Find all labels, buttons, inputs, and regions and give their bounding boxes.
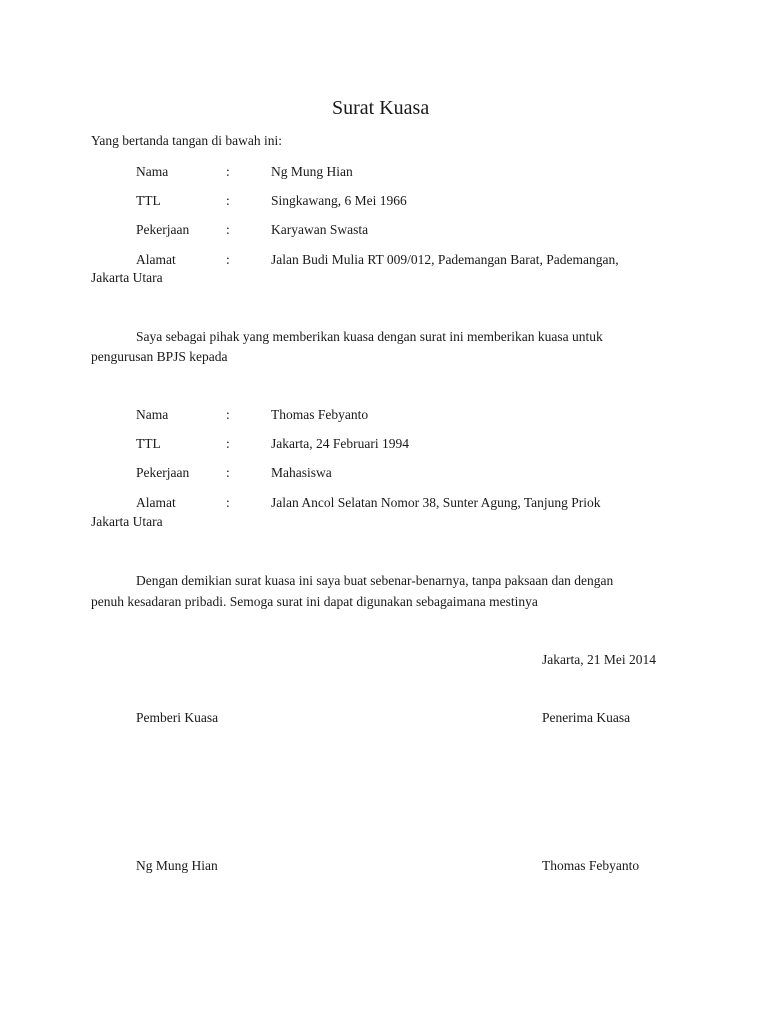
grantee-value-pekerjaan: Mahasiswa [271,465,332,480]
paragraph-1-line-2: pengurusan BPJS kepada [91,349,228,364]
grantor-value-nama: Ng Mung Hian [271,164,353,179]
grantee-label-nama: Nama [136,407,169,422]
grantee-sep-nama: : [226,407,230,422]
grantee-label-ttl: TTL [136,436,161,451]
grantee-label-alamat: Alamat [136,495,176,510]
paragraph-2-line-2: penuh kesadaran pribadi. Semoga surat ini dapat digunakan sebagaimana mestinya [91,594,538,609]
grantor-label-nama: Nama [136,164,169,179]
grantor-value-pekerjaan: Karyawan Swasta [271,222,369,237]
grantee-value-ttl: Jakarta, 24 Februari 1994 [271,436,409,451]
grantee-value-alamat: Jalan Ancol Selatan Nomor 38, Sunter Agung, Tanjung Priok [271,495,601,510]
grantor-sep-nama: : [226,164,230,179]
grantor-label-pekerjaan: Pekerjaan [136,222,190,237]
document-title: Surat Kuasa [332,97,430,119]
grantee-sep-pekerjaan: : [226,465,230,480]
grantor-sep-ttl: : [226,193,230,208]
paragraph-1-line-1: Saya sebagai pihak yang memberikan kuasa dengan surat ini memberikan kuasa untuk [136,329,603,344]
grantee-value-nama: Thomas Febyanto [271,407,369,422]
grantee-sep-ttl: : [226,436,230,451]
signature-role-right: Penerima Kuasa [542,710,631,725]
grantor-sep-alamat: : [226,252,230,267]
grantor-value-alamat: Jalan Budi Mulia RT 009/012, Pademangan Barat, Pademangan, [271,252,619,267]
intro-line: Yang bertanda tangan di bawah ini: [91,133,282,148]
grantor-label-alamat: Alamat [136,252,176,267]
grantee-label-pekerjaan: Pekerjaan [136,465,190,480]
grantor-sep-pekerjaan: : [226,222,230,237]
grantor-value-ttl: Singkawang, 6 Mei 1966 [271,193,407,208]
paragraph-2-line-1: Dengan demikian surat kuasa ini saya buat sebenar-benarnya, tanpa paksaan dan dengan [136,573,614,588]
place-date: Jakarta, 21 Mei 2014 [542,652,656,667]
grantor-address-continuation: Jakarta Utara [91,270,163,285]
grantee-address-continuation: Jakarta Utara [91,514,163,529]
signature-name-left: Ng Mung Hian [136,858,218,873]
grantee-sep-alamat: : [226,495,230,510]
signature-name-right: Thomas Febyanto [542,858,640,873]
grantor-label-ttl: TTL [136,193,161,208]
signature-role-left: Pemberi Kuasa [136,710,219,725]
